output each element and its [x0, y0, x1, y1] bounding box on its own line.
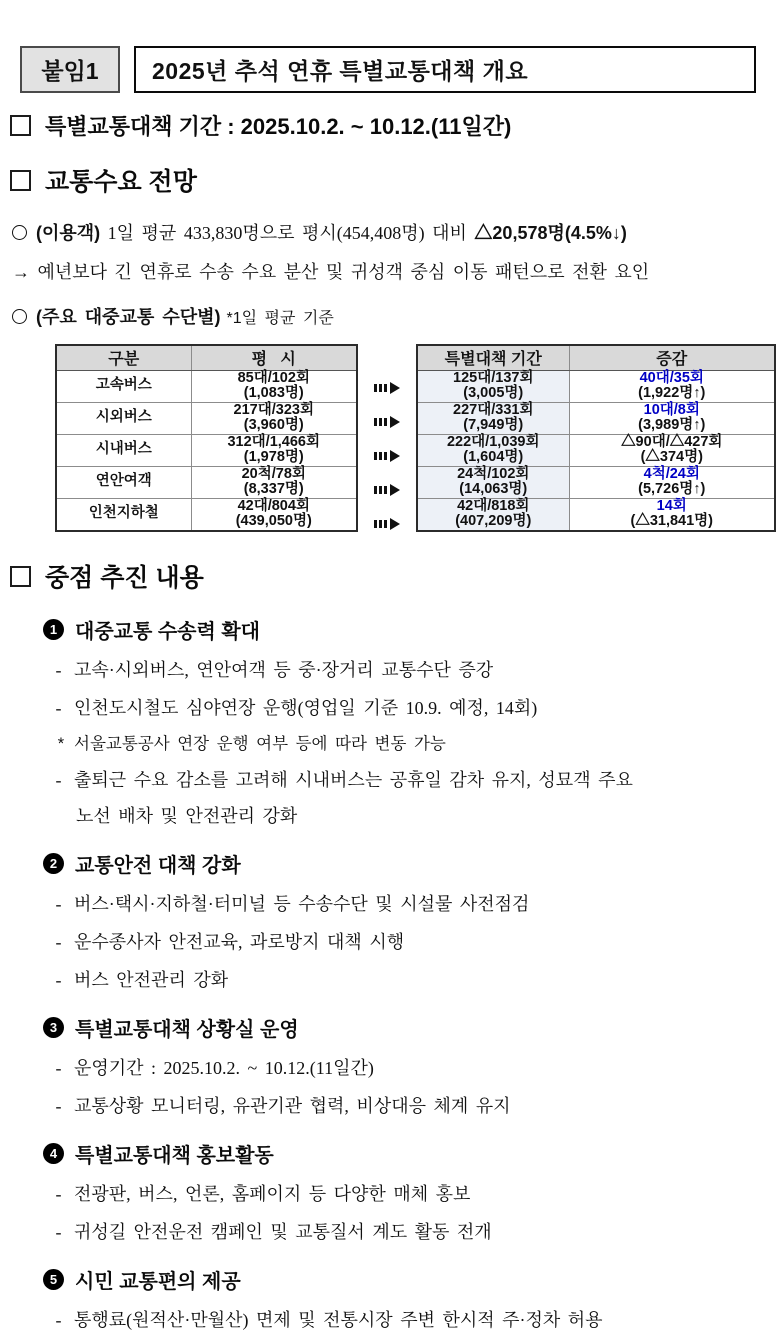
circle-bullet-icon	[12, 309, 27, 324]
table-row	[56, 498, 357, 531]
demand-modes-line	[12, 303, 756, 329]
cell-sub: (1,978명)	[243, 449, 304, 465]
document-header	[20, 46, 756, 93]
table-header-row	[417, 345, 775, 370]
demand-modes-label: (주요 대중교통 수단별)	[36, 307, 221, 327]
cell-delta-sub: (1,922명↑)	[638, 385, 706, 401]
numbered-circle-icon: 1	[43, 619, 64, 640]
cell-value: 125대/137회	[453, 369, 534, 386]
cell-delta-value: 10대/8회	[643, 401, 700, 418]
dashed-arrow-icon	[374, 416, 400, 428]
cell-delta-value: 4척/24회	[643, 465, 700, 482]
demand-users-line	[12, 219, 756, 245]
attachment-badge: 붙임1	[20, 46, 120, 93]
cell-value: 20척/78회	[241, 465, 306, 482]
list-item: - 운영기간 : 2025.10.2. ~ 10.12.(11일간)	[55, 1058, 374, 1078]
dashed-arrow-icon	[374, 484, 400, 496]
cell-value: 85대/102회	[237, 369, 310, 386]
cell-delta	[569, 466, 775, 498]
table-header-row	[56, 345, 357, 370]
cell-delta-sub: (3,989명↑)	[638, 417, 706, 433]
cell-value: 227대/331회	[453, 401, 534, 418]
cell-mode: 인천지하철	[56, 498, 191, 531]
list-item-text: 서울교통공사 연장 운행 여부 등에 따라 변동 가능	[74, 735, 446, 753]
square-bullet-icon	[10, 566, 31, 587]
list-item: - 통행료(원적산·만월산) 면제 및 전통시장 주변 한시적 주·정차 허용	[55, 1310, 603, 1330]
cell-sub: (1,083명)	[243, 385, 304, 401]
list-item-text: 통행료(원적산·만월산) 면제 및 전통시장 주변 한시적 주·정차 허용	[74, 1310, 603, 1330]
section-heading-main-label: 중점 추진 내용	[45, 564, 204, 592]
item-title: 대중교통 수송력 확대	[75, 621, 260, 643]
item-heading-safety	[43, 849, 756, 878]
cell-delta	[569, 498, 775, 531]
section-heading-demand-label: 교통수요 전망	[45, 168, 197, 196]
numbered-circle-icon: 4	[43, 1143, 64, 1164]
cell-delta-sub: (△374명)	[640, 449, 703, 465]
list-item-text: 노선 배차 및 안전관리 강화	[76, 806, 298, 826]
numbered-circle-icon: 5	[43, 1269, 64, 1290]
list-item-text: 버스 안전관리 강화	[74, 970, 229, 990]
cell-special	[417, 402, 569, 434]
list-item: - 버스·택시·지하철·터미널 등 수송수단 및 시설물 사전점검	[55, 894, 530, 914]
table-row	[56, 466, 357, 498]
cell-mode: 시내버스	[56, 434, 191, 466]
list-item-continuation	[76, 802, 756, 828]
cell-sub: (407,209명)	[455, 513, 532, 529]
cell-special	[417, 370, 569, 402]
cell-special	[417, 466, 569, 498]
cell-delta	[569, 402, 775, 434]
cell-mode: 고속버스	[56, 370, 191, 402]
table-row	[417, 370, 775, 402]
list-item-text: 고속·시외버스, 연안여객 등 중·장거리 교통수단 증강	[74, 660, 494, 680]
section-heading-demand	[10, 162, 756, 198]
item-heading-situation-room	[43, 1013, 756, 1042]
list-item: - 교통상황 모니터링, 유관기관 협력, 비상대응 체계 유지	[55, 1096, 511, 1116]
item-heading-convenience	[43, 1265, 756, 1294]
table-row	[56, 370, 357, 402]
cell-mode: 시외버스	[56, 402, 191, 434]
cell-mode: 연안여객	[56, 466, 191, 498]
item-title: 특별교통대책 상황실 운영	[75, 1019, 299, 1041]
arrow-column	[358, 344, 416, 541]
transport-comparison-tables	[55, 344, 756, 541]
cell-delta	[569, 434, 775, 466]
cell-special	[417, 498, 569, 531]
col-header-label: 구분	[56, 345, 191, 370]
square-bullet-icon	[10, 170, 31, 191]
cell-sub: (3,005명)	[463, 385, 524, 401]
numbered-circle-icon: 3	[43, 1017, 64, 1038]
cell-normal	[191, 466, 357, 498]
dashed-arrow-icon	[374, 450, 400, 462]
dashed-arrow-icon	[374, 382, 400, 394]
list-item: - 운수종사자 안전교육, 과로방지 대책 시행	[55, 932, 405, 952]
section-heading-period-label: 특별교통대책 기간 : 2025.10.2. ~ 10.12.(11일간)	[45, 114, 512, 139]
cell-special	[417, 434, 569, 466]
cell-value: 42대/804회	[237, 497, 310, 514]
table-row	[56, 434, 357, 466]
item-heading-publicity	[43, 1139, 756, 1168]
cell-sub: (14,063명)	[459, 481, 528, 497]
cell-delta-value: △90대/△427회	[621, 433, 723, 450]
cell-delta-value: 40대/35회	[639, 369, 704, 386]
section-heading-period	[10, 110, 756, 141]
list-item: - 버스 안전관리 강화	[55, 970, 229, 990]
special-period-table	[416, 344, 776, 532]
list-item-text: 운수종사자 안전교육, 과로방지 대책 시행	[74, 932, 405, 952]
demand-users-label: (이용객)	[36, 223, 101, 243]
document-title: 2025년 추석 연휴 특별교통대책 개요	[152, 58, 529, 84]
numbered-circle-icon: 2	[43, 853, 64, 874]
cell-value: 24척/102회	[457, 465, 530, 482]
list-item: - 출퇴근 수요 감소를 고려해 시내버스는 공휴일 감차 유지, 성묘객 주요	[55, 770, 633, 790]
cell-normal	[191, 498, 357, 531]
item-heading-capacity	[43, 615, 756, 644]
normal-period-table	[55, 344, 358, 532]
item-title: 시민 교통편의 제공	[75, 1271, 241, 1293]
list-item-text: 교통상황 모니터링, 유관기관 협력, 비상대응 체계 유지	[74, 1096, 511, 1116]
cell-normal	[191, 402, 357, 434]
cell-value: 42대/818회	[457, 497, 530, 514]
col-header-special: 특별대책 기간	[417, 345, 569, 370]
table-row	[56, 402, 357, 434]
demand-users-delta: △20,578명(4.5%↓)	[474, 223, 627, 243]
list-item: - 귀성길 안전운전 캠페인 및 교통질서 계도 활동 전개	[55, 1222, 492, 1242]
list-item-text: 귀성길 안전운전 캠페인 및 교통질서 계도 활동 전개	[74, 1222, 492, 1242]
cell-sub: (439,050명)	[235, 513, 312, 529]
demand-users-text: 1일 평균 433,830명으로 평시(454,408명) 대비	[100, 223, 475, 243]
cell-normal	[191, 370, 357, 402]
table-row	[417, 466, 775, 498]
cell-delta-sub: (△31,841명)	[630, 513, 713, 529]
cell-value: 217대/323회	[233, 401, 314, 418]
list-item: - 인천도시철도 심야연장 운행(영업일 기준 10.9. 예정, 14회)	[55, 698, 538, 718]
list-item-text: 인천도시철도 심야연장 운행(영업일 기준 10.9. 예정, 14회)	[74, 698, 538, 718]
cell-value: 312대/1,466회	[227, 433, 321, 450]
table-row	[417, 402, 775, 434]
col-header-delta: 증감	[569, 345, 775, 370]
cell-sub: (3,960명)	[243, 417, 304, 433]
cell-sub: (8,337명)	[243, 481, 304, 497]
dashed-arrow-icon	[374, 518, 400, 530]
cell-delta	[569, 370, 775, 402]
cell-sub: (7,949명)	[463, 417, 524, 433]
list-item: - 고속·시외버스, 연안여객 등 중·장거리 교통수단 증강	[55, 660, 494, 680]
col-header-normal: 평 시	[191, 345, 357, 370]
cell-delta-sub: (5,726명↑)	[638, 481, 706, 497]
cell-sub: (1,604명)	[463, 449, 524, 465]
circle-bullet-icon	[12, 225, 27, 240]
cell-delta-value: 14회	[656, 497, 687, 514]
document-title-box	[134, 46, 756, 93]
demand-reason-line: → 예년보다 긴 연휴로 수송 수요 분산 및 귀성객 중심 이동 패턴으로 전환 요인	[12, 262, 650, 282]
list-item: - 전광판, 버스, 언론, 홈페이지 등 다양한 매체 홍보	[55, 1184, 471, 1204]
list-item-text: 전광판, 버스, 언론, 홈페이지 등 다양한 매체 홍보	[74, 1184, 471, 1204]
table-row	[417, 434, 775, 466]
table-row	[417, 498, 775, 531]
list-item-note: * 서울교통공사 연장 운행 여부 등에 따라 변동 가능	[57, 735, 446, 753]
square-bullet-icon	[10, 115, 31, 136]
cell-value: 222대/1,039회	[446, 433, 540, 450]
demand-modes-note: *1일 평균 기준	[226, 310, 334, 327]
section-heading-main	[10, 558, 756, 594]
list-item-text: 출퇴근 수요 감소를 고려해 시내버스는 공휴일 감차 유지, 성묘객 주요	[74, 770, 633, 790]
list-item-text: 버스·택시·지하철·터미널 등 수송수단 및 시설물 사전점검	[74, 894, 530, 914]
item-title: 교통안전 대책 강화	[75, 855, 241, 877]
cell-normal	[191, 434, 357, 466]
list-item-text: 운영기간 : 2025.10.2. ~ 10.12.(11일간)	[74, 1058, 374, 1078]
item-title: 특별교통대책 홍보활동	[75, 1145, 274, 1167]
